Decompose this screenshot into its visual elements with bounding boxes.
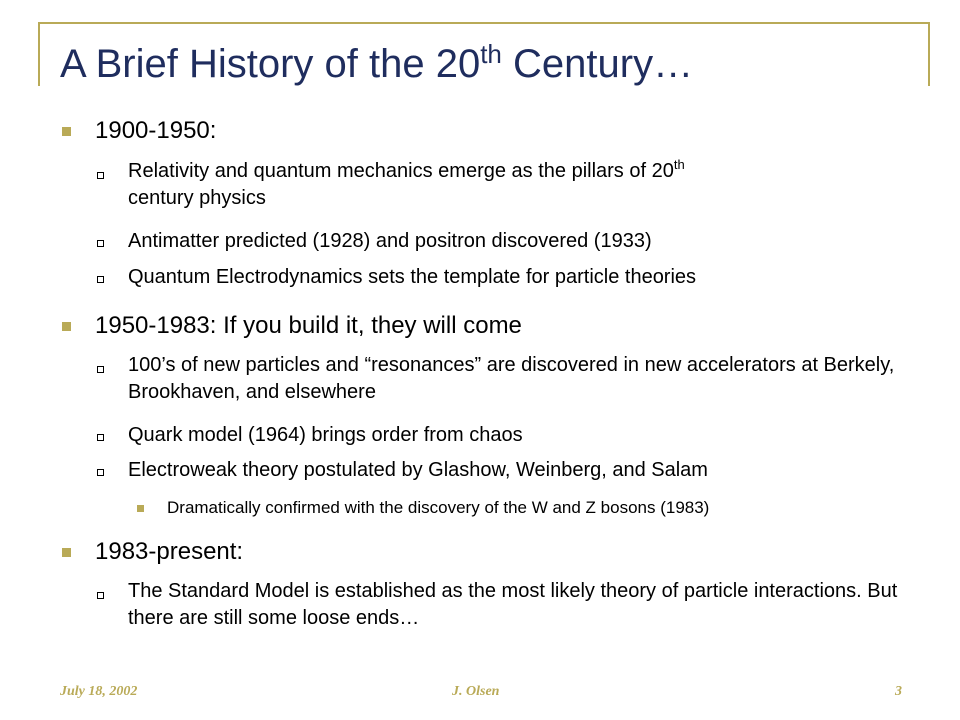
bullet-square-icon bbox=[62, 548, 71, 557]
bullet-box-icon bbox=[97, 172, 104, 179]
bullet-box-icon bbox=[97, 469, 104, 476]
bullet-box-icon bbox=[97, 592, 104, 599]
bullet-box-icon bbox=[97, 240, 104, 247]
title-frame-top-line bbox=[38, 22, 930, 24]
section2-item-particles: 100’s of new particles and “resonances” are discovered in new accelerators at Berkely, Brookhaven, and elsewhere bbox=[128, 354, 895, 403]
section3-item-standard-model: The Standard Model is established as the most likely theory of particle interactions. But there are still some loose ends… bbox=[128, 580, 898, 629]
footer-date: July 18, 2002 bbox=[60, 684, 138, 699]
footer-author: J. Olsen bbox=[452, 684, 500, 699]
section1-item-relativity: Relativity and quantum mechanics emerge as the pillars of 20th century physics bbox=[128, 157, 685, 209]
slide-title bbox=[60, 40, 693, 88]
section2-item-quark-model: Quark model (1964) brings order from chaos bbox=[128, 424, 523, 446]
section1-item-qed: Quantum Electrodynamics sets the template for particle theories bbox=[128, 266, 697, 288]
slide-title-main: A Brief History of the 20 bbox=[60, 42, 481, 86]
footer-page-number: 3 bbox=[895, 684, 902, 699]
bullet-box-icon bbox=[97, 276, 104, 283]
bullet-box-icon bbox=[97, 366, 104, 373]
title-frame-right-line bbox=[928, 22, 930, 86]
title-frame-left-line bbox=[38, 22, 40, 86]
bullet-square-icon bbox=[62, 127, 71, 136]
section2-item-electroweak: Electroweak theory postulated by Glashow, Weinberg, and Salam bbox=[128, 459, 708, 481]
bullet-square-icon bbox=[62, 322, 71, 331]
bullet-box-icon bbox=[97, 434, 104, 441]
section-1950-1983-heading: 1950-1983: If you build it, they will come bbox=[95, 312, 522, 339]
section-1983-present-heading: 1983-present: bbox=[95, 538, 244, 565]
bullet-square-small-icon bbox=[137, 505, 144, 512]
section-1900-1950-heading: 1900-1950: bbox=[95, 117, 217, 144]
section1-item-antimatter: Antimatter predicted (1928) and positron discovered (1933) bbox=[128, 230, 652, 252]
section2-subitem-wz-bosons: Dramatically confirmed with the discovery of the W and Z bosons (1983) bbox=[167, 498, 710, 517]
slide-title-superscript: th bbox=[480, 39, 502, 69]
slide-title-end: Century… bbox=[501, 42, 694, 86]
